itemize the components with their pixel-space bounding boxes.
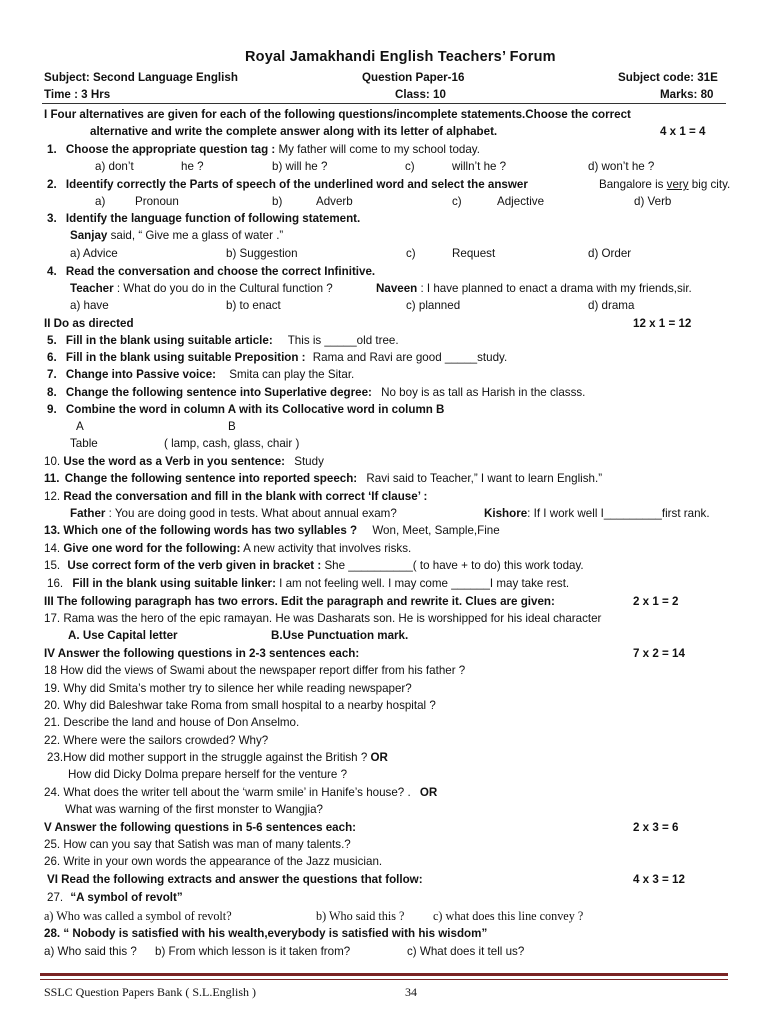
question-14: 14. Give one word for the following: A new activity that involves risks. (44, 542, 412, 555)
section1-intro-cont: alternative and write the complete answer along with its letter of alphabet. (90, 125, 498, 138)
question-28c: c) What does it tell us? (407, 945, 525, 958)
option-3b: b) Suggestion (226, 247, 298, 260)
section6-heading: VI Read the following extracts and answer the questions that follow: (47, 873, 423, 886)
option-3c-label: c) (406, 247, 416, 260)
question-21: 21. Describe the land and house of Don Anselmo. (44, 716, 300, 729)
section5-marks: 2 x 3 = 6 (633, 821, 679, 834)
option-3a: a) Advice (70, 247, 118, 260)
question-13: 13. Which one of the following words has two syllables ? Won, Meet, Sample,Fine (44, 524, 500, 537)
clue-a: A. Use Capital letter (68, 629, 178, 642)
clue-b: B.Use Punctuation mark. (271, 629, 409, 642)
option-1b: b) will he ? (272, 160, 328, 173)
option-2a-label: a) (95, 195, 106, 208)
question-16: 16. Fill in the blank using suitable linker: I am not feeling well. I may come ______I may take rest. (47, 577, 570, 590)
option-1c-label: c) (405, 160, 415, 173)
option-1a: a) don’t (95, 160, 134, 173)
question-12-kishore-line: Kishore: If I work well I_________first rank. (484, 507, 710, 520)
question-7: 7. Change into Passive voice: Smita can play the Sitar. (47, 368, 355, 381)
subject-label: Subject: Second Language English (44, 71, 238, 84)
question-3-statement: Sanjay said, “ Give me a glass of water .” (70, 229, 284, 242)
question-27c: c) what does this line convey ? (433, 909, 584, 923)
question-17: 17. Rama was the hero of the epic ramayan. He was Dasharats son. He is worshipped for his ideal character (44, 612, 602, 625)
question-8: 8. Change the following sentence into Superlative degree: No boy is as tall as Harish in the classs. (47, 386, 586, 399)
question-2-sentence: Bangalore is very big city. (599, 178, 731, 191)
question-26: 26. Write in your own words the appearance of the Jazz musician. (44, 855, 383, 868)
column-b-label: B (228, 420, 236, 433)
option-2b-label: b) (272, 195, 283, 208)
question-9: 9. Combine the word in column A with its Collocative word in column B (47, 403, 445, 416)
question-28: 28. “ Nobody is satisfied with his wealth,everybody is satisfied with his wisdom” (44, 927, 488, 940)
footer-rule-thick (40, 973, 728, 976)
question-4-teacher-line: Teacher : What do you do in the Cultural function ? (70, 282, 333, 295)
option-2a: Pronoun (135, 195, 179, 208)
section6-marks: 4 x 3 = 12 (633, 873, 685, 886)
option-2b: Adverb (316, 195, 353, 208)
footer-rule-thin (40, 979, 728, 980)
question-24-alt: What was warning of the first monster to Wangjia? (65, 803, 323, 816)
marks-label: Marks: 80 (660, 88, 714, 101)
section4-marks: 7 x 2 = 14 (633, 647, 685, 660)
question-15: 15. Use correct form of the verb given in bracket : She __________( to have + to do) this work today. (44, 559, 584, 572)
forum-title: Royal Jamakhandi English Teachers’ Forum (245, 49, 556, 65)
option-4b: b) to enact (226, 299, 281, 312)
question-27a: a) Who was called a symbol of revolt? (44, 909, 232, 923)
page-number: 34 (405, 985, 417, 999)
question-23: 23.How did mother support in the struggle against the British ? OR (47, 751, 388, 764)
question-6: 6. Fill in the blank using suitable Preposition : Rama and Ravi are good _____study. (47, 351, 508, 364)
header-rule (42, 103, 726, 104)
question-27: 27. “A symbol of revolt” (47, 891, 183, 904)
question-12-father-line: Father : You are doing good in tests. What about annual exam? (70, 507, 397, 520)
question-4: 4. Read the conversation and choose the correct Infinitive. (47, 265, 376, 278)
question-3: 3. Identify the language function of following statement. (47, 212, 361, 225)
question-4-naveen-line: Naveen : I have planned to enact a drama with my friends,sir. (376, 282, 692, 295)
question-20: 20. Why did Baleshwar take Roma from small hospital to a nearby hospital ? (44, 699, 436, 712)
option-4c: c) planned (406, 299, 461, 312)
question-24: 24. What does the writer tell about the ‘warm smile’ in Hanife’s house? . OR (44, 786, 438, 799)
paper-number: Question Paper-16 (362, 71, 465, 84)
section2-marks: 12 x 1 = 12 (633, 317, 692, 330)
option-4a: a) have (70, 299, 109, 312)
collocation-word: Table (70, 437, 98, 450)
question-5: 5. Fill in the blank using suitable article: This is _____old tree. (47, 334, 399, 347)
option-1a-cont: he ? (181, 160, 204, 173)
section3-heading: III The following paragraph has two errors. Edit the paragraph and rewrite it. Clues are given: (44, 595, 555, 608)
question-22: 22. Where were the sailors crowded? Why? (44, 734, 269, 747)
question-28b: b) From which lesson is it taken from? (155, 945, 351, 958)
question-1: 1. Choose the appropriate question tag : My father will come to my school today. (47, 143, 480, 156)
collocation-options: ( lamp, cash, glass, chair ) (164, 437, 300, 450)
option-2d: d) Verb (634, 195, 672, 208)
question-10: 10. Use the word as a Verb in you sentence: Study (44, 455, 324, 468)
question-28a: a) Who said this ? (44, 945, 137, 958)
option-4d: d) drama (588, 299, 635, 312)
option-2c: Adjective (497, 195, 545, 208)
option-3d: d) Order (588, 247, 632, 260)
section1-marks: 4 x 1 = 4 (660, 125, 706, 138)
section4-heading: IV Answer the following questions in 2-3 sentences each: (44, 647, 360, 660)
question-23-alt: How did Dicky Dolma prepare herself for the venture ? (68, 768, 348, 781)
class-label: Class: 10 (395, 88, 446, 101)
subject-code: Subject code: 31E (618, 71, 718, 84)
option-1d: d) won’t he ? (588, 160, 655, 173)
option-3c: Request (452, 247, 496, 260)
question-12: 12. Read the conversation and fill in the blank with correct ‘If clause’ : (44, 490, 428, 503)
question-18: 18 How did the views of Swami about the newspaper report differ from his father ? (44, 664, 466, 677)
underlined-word: very (666, 178, 689, 191)
section2-heading: II Do as directed (44, 317, 134, 330)
section3-marks: 2 x 1 = 2 (633, 595, 679, 608)
question-25: 25. How can you say that Satish was man of many talents.? (44, 838, 351, 851)
time-label: Time : 3 Hrs (44, 88, 111, 101)
section1-intro: I Four alternatives are given for each of the following questions/incomplete statements.Choose the correct (44, 108, 631, 121)
footer-source: SSLC Question Papers Bank ( S.L.English ) (44, 985, 256, 999)
section5-heading: V Answer the following questions in 5-6 sentences each: (44, 821, 357, 834)
question-19: 19. Why did Smita’s mother try to silence her while reading newspaper? (44, 682, 412, 695)
column-a-label: A (76, 420, 84, 433)
question-2: 2. Ideentify correctly the Parts of speech of the underlined word and select the answer (47, 178, 528, 191)
question-11: 11. Change the following sentence into reported speech: Ravi said to Teacher,” I want to learn English.” (44, 472, 603, 485)
option-1c: willn’t he ? (452, 160, 507, 173)
option-2c-label: c) (452, 195, 462, 208)
question-27b: b) Who said this ? (316, 909, 405, 923)
